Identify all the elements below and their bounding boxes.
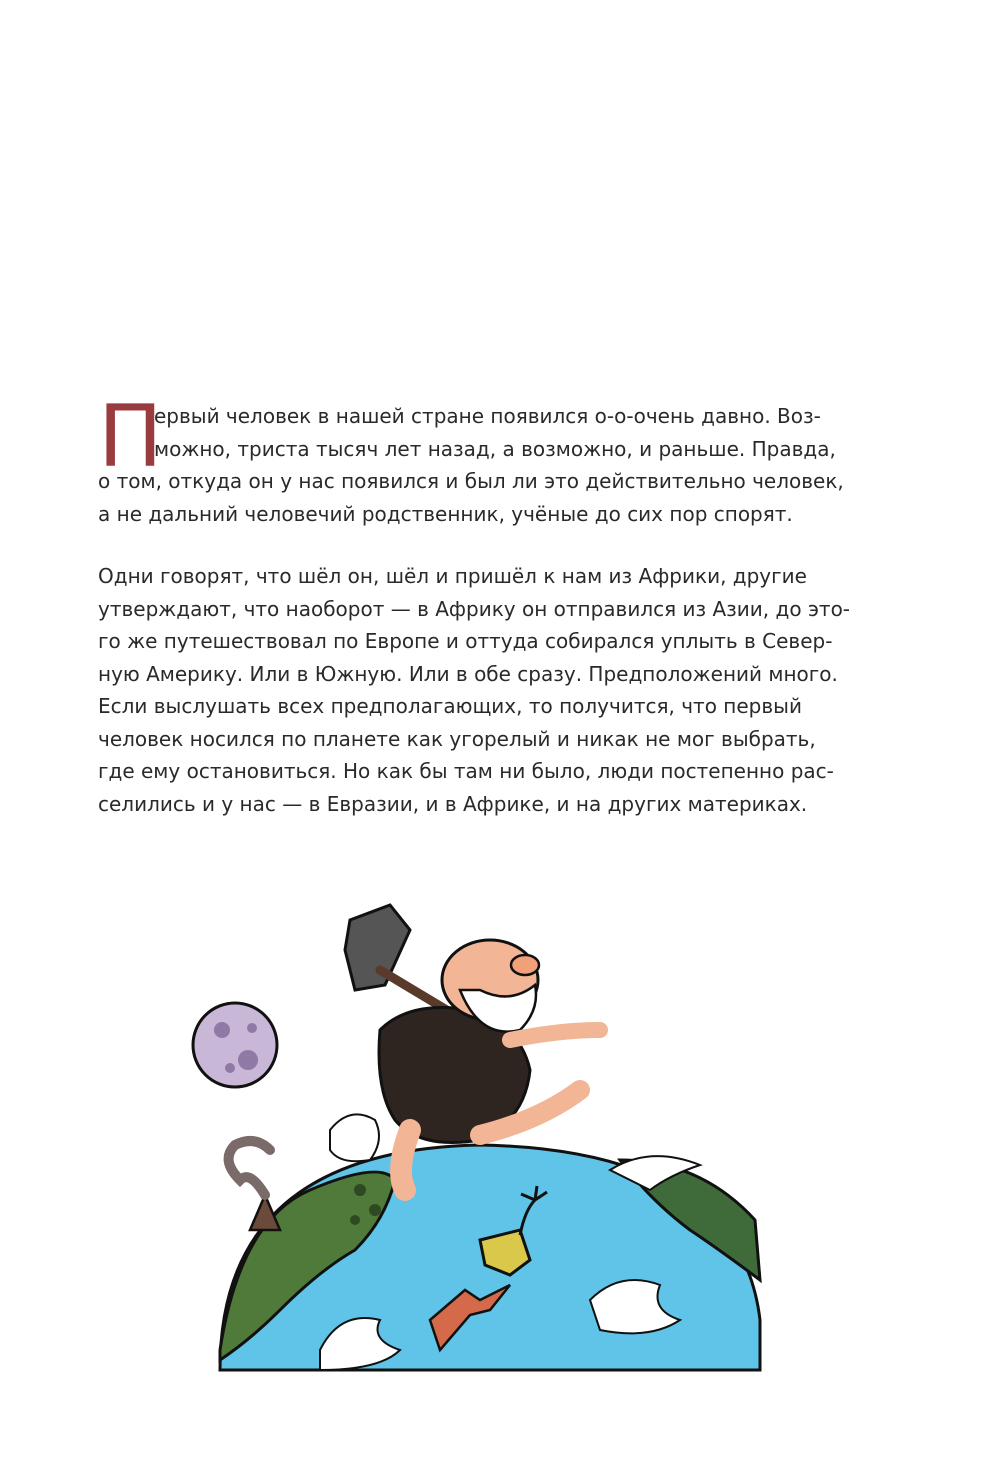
paragraph-2-line: человек носился по планете как угорелый и никак не мог выбрать, [98, 726, 816, 751]
paragraph-2 [98, 560, 851, 820]
moon-icon [193, 1003, 277, 1087]
paragraph-2-line: ную Америку. Или в Южную. Или в обе сразу. Предположений много. [98, 661, 838, 686]
drop-cap: П [98, 387, 163, 487]
text-block [98, 387, 851, 820]
paragraph-1-line: о том, откуда он у нас появился и был ли это действительно человек, [98, 469, 844, 493]
paragraph-2-line: утверждают, что наоборот — в Африку он отправился из Азии, до это- [98, 596, 851, 621]
paragraph-2-line: го же путешествовал по Европе и оттуда собирался уплыть в Север- [98, 629, 833, 653]
paragraph-1 [98, 387, 844, 530]
paragraph-2-line: Одни говорят, что шёл он, шёл и пришёл к нам из Африки, другие [98, 564, 807, 588]
paragraph-1-line: можно, триста тысяч лет назад, а возможно, и раньше. Правда, [154, 436, 836, 461]
paragraph-2-line: селились и у нас — в Евразии, и в Африке, и на других материках. [98, 791, 808, 816]
caveman-on-globe-illustration [180, 890, 780, 1390]
globe-icon [220, 1141, 760, 1370]
paragraph-2-line: где ему остановиться. Но как бы там ни было, люди постепенно рас- [98, 759, 834, 783]
paragraph-2-line: Если выслушать всех предполагающих, то получится, что первый [98, 694, 802, 718]
paragraph-1-line: ервый человек в нашей стране появился о-о-очень давно. Воз- [154, 404, 821, 428]
paragraph-1-line: а не дальний человечий родственник, учёные до сих пор спорят. [98, 501, 793, 526]
